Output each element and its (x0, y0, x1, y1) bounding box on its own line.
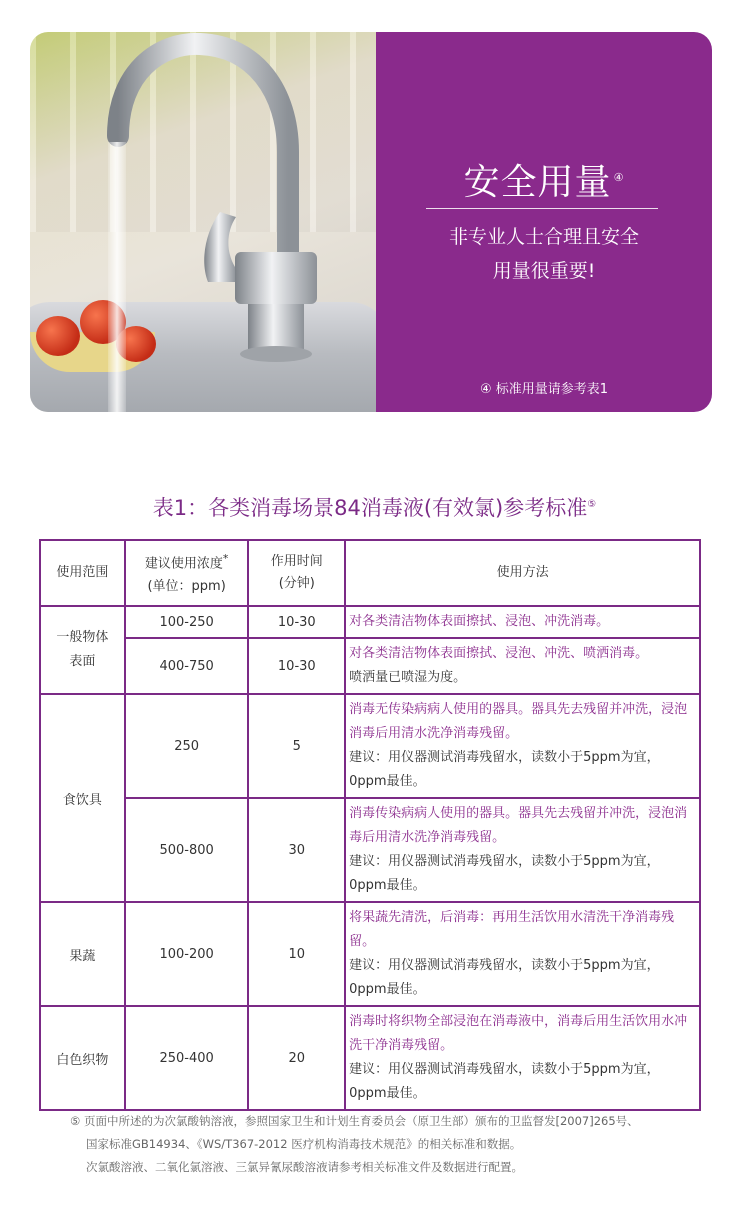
safety-panel (376, 32, 712, 412)
banner-title-mark: ④ (613, 171, 625, 184)
cell-conc: 400-750 (125, 638, 249, 694)
cell-method (345, 694, 700, 798)
safety-banner (30, 32, 712, 412)
reference-table (39, 539, 701, 1111)
method-advice: 喷洒量已喷湿为度。 (349, 670, 467, 685)
cell-method (345, 606, 700, 638)
cell-method (345, 1006, 700, 1110)
cell-conc: 500-800 (125, 798, 249, 902)
table-row (40, 606, 700, 638)
table-title-mark: ⑤ (587, 499, 597, 510)
water-stream (108, 142, 126, 412)
cell-time: 5 (248, 694, 345, 798)
method-description: 消毒时将织物全部浸泡在消毒液中，消毒后用生活饮用水冲洗干净消毒残留。 (349, 1014, 688, 1053)
banner-subtitle-line2: 用量很重要! (492, 260, 596, 282)
header-concentration (125, 540, 249, 606)
banner-note: ④ 标准用量请参考表1 (479, 382, 609, 397)
table-title-text: 表1：各类消毒场景84消毒液(有效氯)参考标准 (152, 496, 588, 520)
method-description: 消毒无传染病病人使用的器具。器具先去残留并冲洗，浸泡消毒后用清水洗净消毒残留。 (349, 702, 688, 741)
cell-scope: 一般物体表面 (40, 606, 125, 694)
footnote (70, 1110, 730, 1179)
banner-subtitle-line1: 非专业人士合理且安全 (448, 226, 639, 248)
cell-scope: 果蔬 (40, 902, 125, 1006)
footnote-line3: 次氯酸溶液、二氧化氯溶液、三氯异氰尿酸溶液请参考相关标准文件及数据进行配置。 (86, 1160, 523, 1174)
method-description: 将果蔬先清洗，后消毒：再用生活饮用水清洗干净消毒残留。 (349, 910, 675, 949)
table-row (40, 694, 700, 798)
cell-method (345, 902, 700, 1006)
header-time-line2: (分钟) (278, 576, 315, 591)
cell-conc: 250 (125, 694, 249, 798)
banner-title (376, 154, 712, 205)
table-row (40, 902, 700, 1006)
method-description: 对各类清洁物体表面擦拭、浸泡、冲洗、喷洒消毒。 (349, 646, 649, 661)
header-time (248, 540, 345, 606)
cell-time: 30 (248, 798, 345, 902)
cell-conc: 100-250 (125, 606, 249, 638)
table-row (40, 798, 700, 902)
cell-time: 10-30 (248, 638, 345, 694)
table-title (0, 492, 749, 522)
banner-divider (426, 208, 658, 209)
method-advice: 建议：用仪器测试消毒残留水，读数小于5ppm为宜，0ppm最佳。 (349, 958, 660, 997)
header-method: 使用方法 (345, 540, 700, 606)
header-scope: 使用范围 (40, 540, 125, 606)
table-header-row (40, 540, 700, 606)
footnote-line1: ⑤ 页面中所述的为次氯酸钠溶液，参照国家卫生和计划生育委员会（原卫生部）颁布的卫监督发[2007]265号、 (70, 1114, 639, 1128)
faucet-icon (30, 32, 376, 412)
cell-time: 10 (248, 902, 345, 1006)
header-time-line1: 作用时间 (270, 554, 323, 569)
table-row (40, 1006, 700, 1110)
cell-method (345, 798, 700, 902)
method-description: 对各类清洁物体表面擦拭、浸泡、冲洗消毒。 (349, 614, 610, 629)
method-advice: 建议：用仪器测试消毒残留水，读数小于5ppm为宜，0ppm最佳。 (349, 1062, 660, 1101)
footnote-line2: 国家标准GB14934、《WS/T367-2012 医疗机构消毒技术规范》的相关标准和数据。 (86, 1137, 522, 1151)
header-conc-line2: (单位：ppm) (147, 578, 226, 594)
cell-time: 20 (248, 1006, 345, 1110)
cell-conc: 100-200 (125, 902, 249, 1006)
faucet-photo (30, 32, 376, 412)
table-row (40, 638, 700, 694)
cell-method (345, 638, 700, 694)
cell-scope: 白色织物 (40, 1006, 125, 1110)
cell-scope: 食饮具 (40, 694, 125, 902)
header-conc-line1: 建议使用浓度 (144, 556, 223, 572)
header-conc-star: * (222, 552, 229, 566)
cell-time: 10-30 (248, 606, 345, 638)
method-advice: 建议：用仪器测试消毒残留水，读数小于5ppm为宜，0ppm最佳。 (349, 750, 660, 789)
method-description: 消毒传染病病人使用的器具。器具先去残留并冲洗，浸泡消毒后用清水洗净消毒残留。 (349, 806, 688, 845)
banner-title-text: 安全用量 (463, 162, 612, 203)
cell-conc: 250-400 (125, 1006, 249, 1110)
method-advice: 建议：用仪器测试消毒残留水，读数小于5ppm为宜，0ppm最佳。 (349, 854, 660, 893)
